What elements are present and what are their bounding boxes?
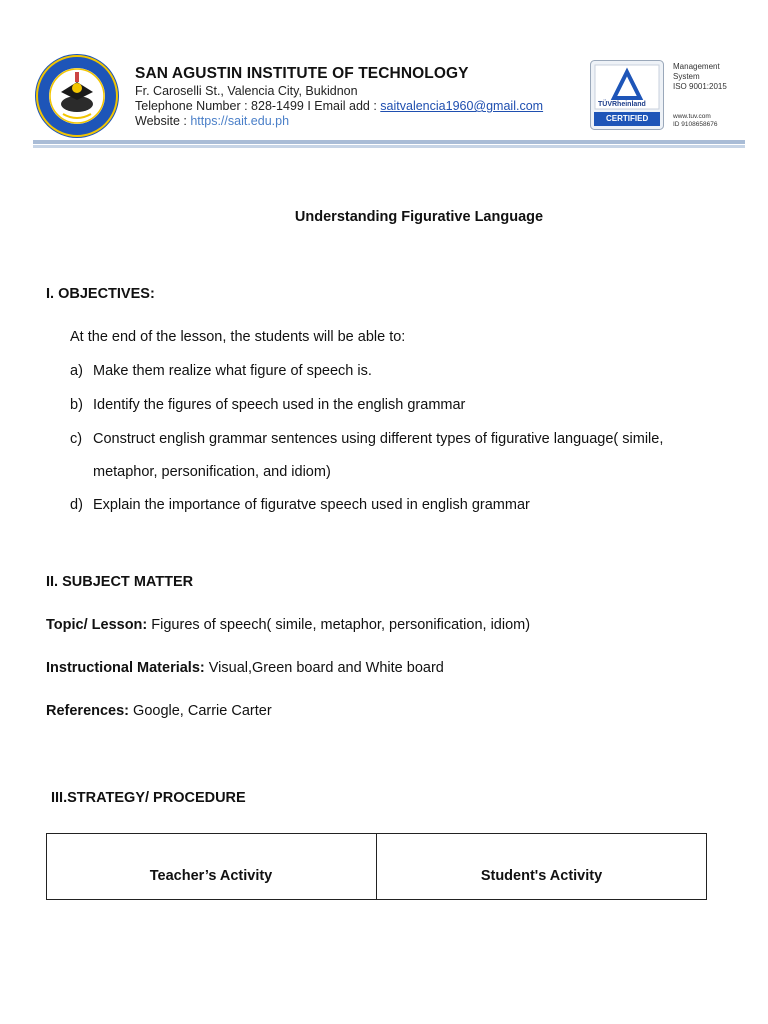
references-value: Google, Carrie Carter [129, 703, 272, 719]
objective-marker-d: d) [70, 497, 83, 513]
header-divider [33, 140, 745, 144]
objective-marker-a: a) [70, 363, 83, 379]
website-line [135, 114, 289, 128]
document-title: Understanding Figurative Language [294, 209, 544, 225]
school-logo [33, 52, 121, 140]
cert-line-1: Management [673, 62, 720, 71]
objectives-intro: At the end of the lesson, the students will be able to: [70, 329, 406, 345]
cert-line-3: ISO 9001:2015 [673, 82, 727, 91]
teacher-activity-header: Teacher’s Activity [149, 868, 273, 884]
school-address: Fr. Caroselli St., Valencia City, Bukidnon [135, 84, 358, 98]
materials-value: Visual,Green board and White board [204, 660, 444, 676]
objective-marker-b: b) [70, 397, 83, 413]
materials-label: Instructional Materials: [46, 660, 205, 676]
email-link[interactable]: saitvalencia1960@gmail.com [380, 99, 544, 113]
strategy-heading: III.STRATEGY/ PROCEDURE [51, 790, 246, 806]
school-name: SAN AGUSTIN INSTITUTE OF TECHNOLOGY [135, 65, 469, 82]
contact-line [135, 99, 543, 113]
topic-value: Figures of speech( simile, metaphor, personification, idiom) [147, 617, 531, 633]
phone-number: Telephone Number : 828-1499 I Email add : [135, 99, 381, 113]
tuv-brand-text: TÜVRheinland [598, 101, 646, 108]
header-divider-secondary [33, 145, 745, 148]
references-label: References: [46, 703, 130, 719]
cert-line-2: System [673, 72, 700, 81]
references-line [46, 703, 272, 719]
certified-text: CERTIFIED [606, 114, 649, 123]
objective-item-b: Identify the figures of speech used in the english grammar [93, 397, 466, 413]
cert-small-1: www.tuv.com [673, 113, 711, 120]
student-activity-header: Student's Activity [480, 868, 603, 884]
materials-line [46, 660, 444, 676]
subject-matter-heading: II. SUBJECT MATTER [46, 574, 194, 590]
objectives-heading: I. OBJECTIVES: [46, 286, 155, 302]
topic-label: Topic/ Lesson: [46, 617, 148, 633]
objective-marker-c: c) [70, 431, 83, 447]
website-link[interactable]: https://sait.edu.ph [190, 114, 290, 128]
objective-item-c-continuation: metaphor, personification, and idiom) [93, 464, 331, 480]
website-label: Website : [135, 114, 191, 128]
topic-line [46, 617, 530, 633]
objective-item-c: Construct english grammar sentences using different types of figurative language( simile, [93, 431, 664, 447]
objective-item-a: Make them realize what figure of speech is. [93, 363, 372, 379]
objective-item-d: Explain the importance of figuratve speech used in english grammar [93, 497, 530, 513]
activity-table-divider [376, 833, 377, 900]
cert-small-2: ID 9108658676 [673, 121, 718, 128]
